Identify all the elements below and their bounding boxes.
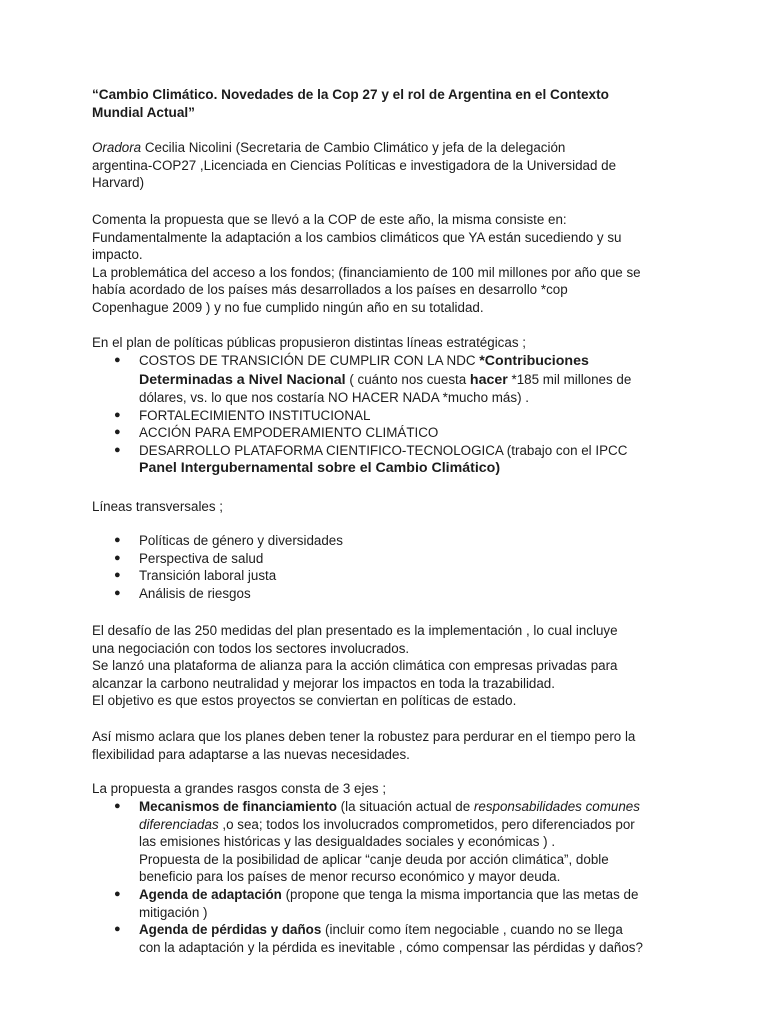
item-text: con la adaptación y la pérdida es inevitable , cómo compensar las pérdidas y daños? xyxy=(139,939,643,955)
robust-line: Así mismo aclara que los planes deben tener la robustez para perdurar en el tiempo pero la xyxy=(92,729,636,744)
axes-lead: La propuesta a grandes rasgos consta de 3 ejes ; xyxy=(92,781,387,796)
intro-line: Fundamentalmente la adaptación a los cambios climáticos que YA están sucediendo y su xyxy=(92,229,622,245)
item-text: (incluir como ítem negociable , cuando no se llega xyxy=(321,922,623,938)
speaker-line: argentina-COP27 ,Licenciada en Ciencias Políticas e investigadora de la Universidad de xyxy=(92,157,617,173)
list-item: ● Transición laboral justa xyxy=(92,567,690,585)
robust-paragraph xyxy=(92,728,690,763)
item-text: (propone que tenga la misma importancia que las metas de xyxy=(281,886,639,902)
intro-line: impacto. xyxy=(92,247,143,263)
strategic-lines-list xyxy=(92,352,690,477)
challenge-line: El objetivo es que estos proyectos se conviertan en políticas de estado. xyxy=(92,693,517,709)
list-item: ● Políticas de género y diversidades xyxy=(92,532,690,550)
challenge-line: Se lanzó una plataforma de alianza para la acción climática con empresas privadas para xyxy=(92,658,618,674)
speaker-line: Harvard) xyxy=(92,175,145,191)
intro-line: Comenta la propuesta que se llevó a la COP de este año, la misma consiste en: xyxy=(92,212,567,227)
item-text: Propuesta de la posibilidad de aplicar “canje deuda por acción climática”, doble xyxy=(139,851,609,867)
axes-list xyxy=(92,798,690,956)
title-line: Mundial Actual” xyxy=(92,104,195,120)
title-line: “Cambio Climático. Novedades de la Cop 27 y el rol de Argentina en el Contexto xyxy=(92,87,609,102)
item-bold: Panel Intergubernamental sobre el Cambio Climático) xyxy=(139,459,501,476)
item-text: ,o sea; todos los involucrados comprometidos, pero diferenciados por xyxy=(218,816,635,832)
list-item: ● Análisis de riesgos xyxy=(92,585,690,603)
list-item xyxy=(92,352,690,407)
item-text: las emisiones históricas y las desigualdades sociales y económicas ) . xyxy=(139,834,556,850)
item-text: dólares, vs. lo que nos costaría NO HACER NADA *mucho más) . xyxy=(139,390,529,406)
list-item: ● Perspectiva de salud xyxy=(92,550,690,568)
list-item: ● ACCIÓN PARA EMPODERAMIENTO CLIMÁTICO xyxy=(92,424,690,442)
item-bold: *Contribuciones xyxy=(479,353,589,369)
item-bold: Determinadas a Nivel Nacional xyxy=(139,371,346,388)
list-item xyxy=(92,921,690,956)
item-bold: Mecanismos de financiamiento xyxy=(139,799,337,814)
item-text: mitigación ) xyxy=(139,904,208,920)
item-text: COSTOS DE TRANSICIÓN DE CUMPLIR CON LA NDC xyxy=(139,353,480,368)
item-text: ● DESARROLLO PLATAFORMA CIENTIFICO-TECNOLOGICA (trabajo con el IPCC xyxy=(139,442,628,458)
speaker-line: Cecilia Nicolini (Secretaria de Cambio Climático y jefa de la delegación xyxy=(141,140,566,155)
challenge-paragraph xyxy=(92,622,690,710)
item-bold: Agenda de pérdidas y daños xyxy=(139,922,322,938)
robust-line: flexibilidad para adaptarse a las nuevas necesidades. xyxy=(92,746,410,762)
intro-line: había acordado de los países más desarrollados a los países en desarrollo *cop xyxy=(92,282,568,298)
item-italic: diferenciadas xyxy=(139,816,219,832)
intro-paragraph xyxy=(92,211,690,317)
item-text: beneficio para los países de menor recurso económico y mayor deuda. xyxy=(139,869,561,885)
document-title xyxy=(92,86,690,121)
challenge-line: El desafío de las 250 medidas del plan presentado es la implementación , lo cual incluye xyxy=(92,623,618,638)
plan-lead: En el plan de políticas públicas propusieron distintas líneas estratégicas ; xyxy=(92,335,526,350)
challenge-line: una negociación con todos los sectores involucrados. xyxy=(92,640,410,656)
item-text: ( cuánto nos cuesta xyxy=(345,371,470,387)
speaker-paragraph xyxy=(92,139,690,192)
list-item xyxy=(92,886,690,921)
transversal-list xyxy=(92,532,690,602)
item-bold: hacer xyxy=(469,371,508,388)
speaker-role: Oradora xyxy=(92,140,142,155)
intro-line: La problemática del acceso a los fondos; (financiamiento de 100 mil millones por año que se xyxy=(92,264,641,280)
item-text: *185 mil millones de xyxy=(507,371,632,387)
item-bold: Agenda de adaptación xyxy=(139,886,282,902)
intro-line: Copenhague 2009 ) y no fue cumplido ningún año en su totalidad. xyxy=(92,299,484,315)
list-item xyxy=(92,442,690,477)
transversal-lead: Líneas transversales ; xyxy=(92,499,223,514)
list-item xyxy=(92,798,690,886)
item-italic: responsabilidades comunes xyxy=(473,799,640,814)
challenge-line: alcanzar la carbono neutralidad y mejorar los impactos en toda la trazabilidad. xyxy=(92,675,555,691)
item-text: (la situación actual de xyxy=(336,799,474,814)
list-item: ● FORTALECIMIENTO INSTITUCIONAL xyxy=(92,407,690,425)
